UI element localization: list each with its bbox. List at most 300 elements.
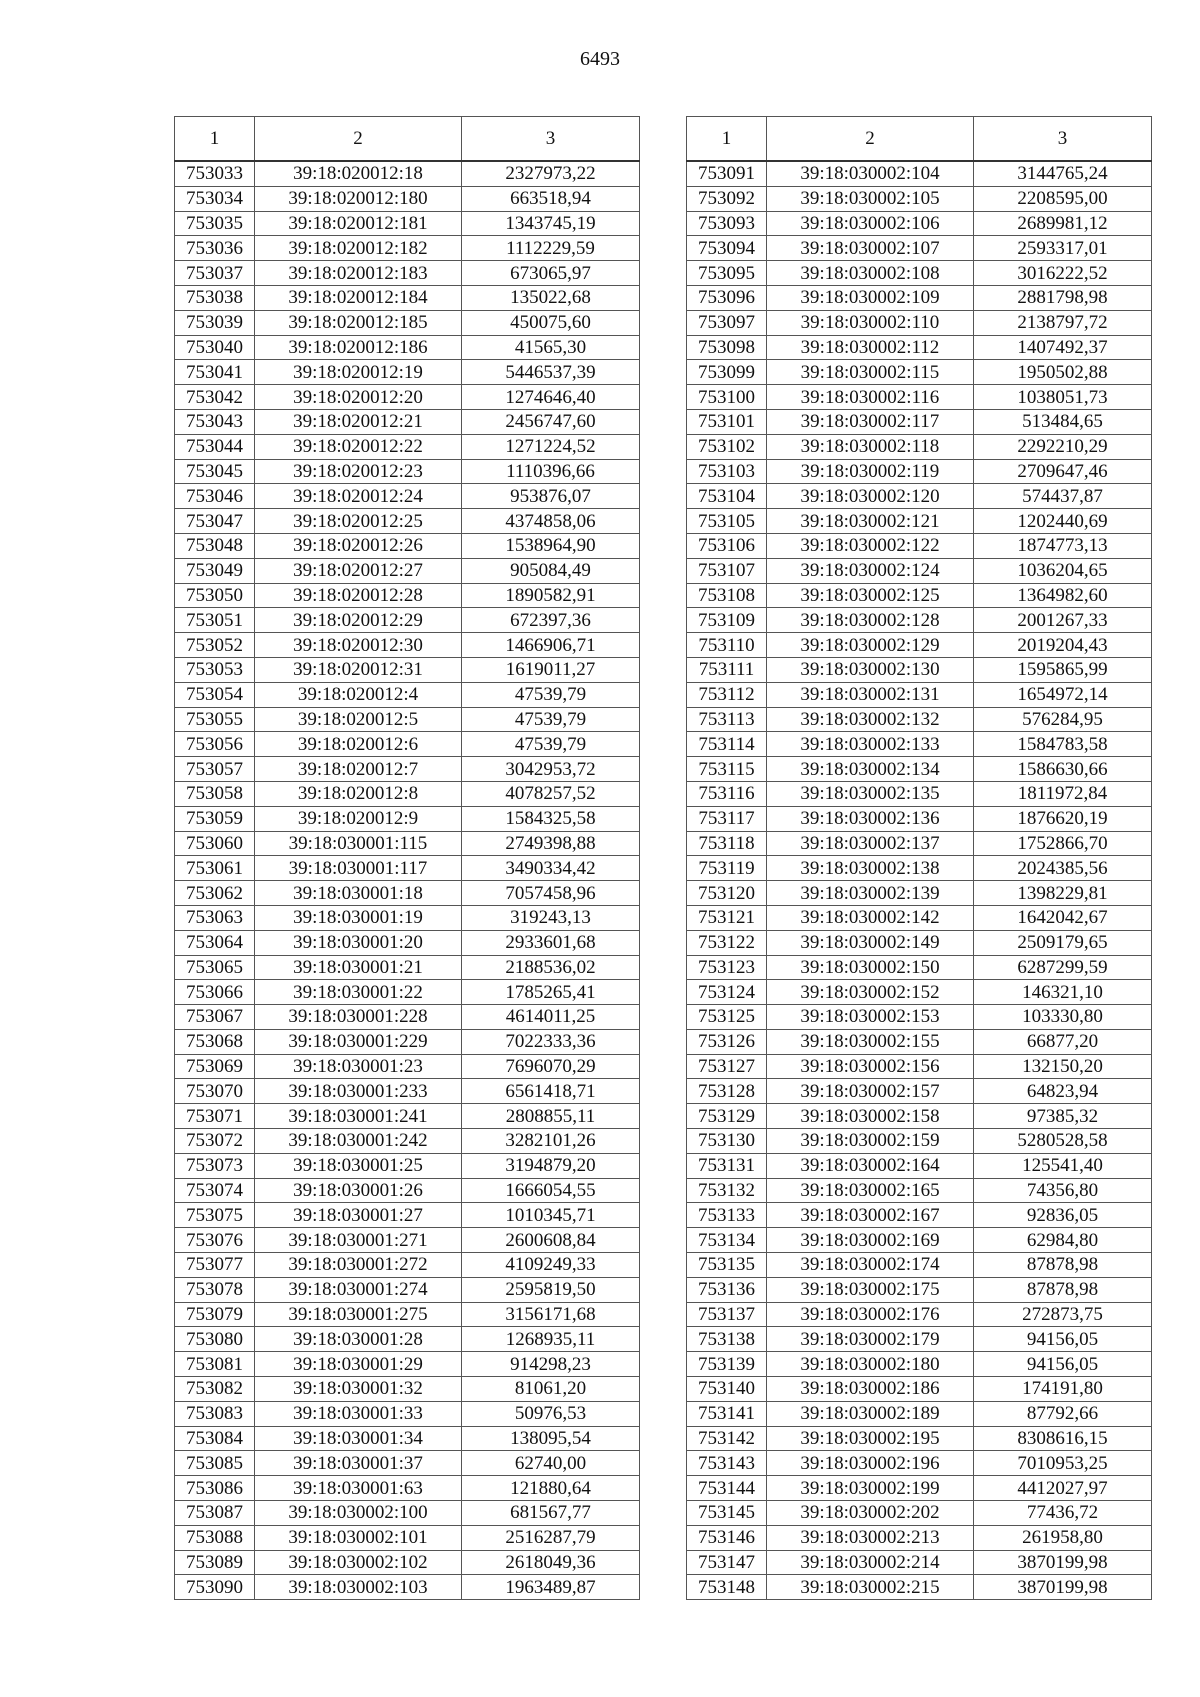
row-number-cell: 753071 — [175, 1104, 255, 1129]
row-number-cell: 753039 — [175, 310, 255, 335]
value-cell: 2709647,46 — [974, 459, 1152, 484]
row-number-cell: 753102 — [687, 434, 767, 459]
cadastral-number-cell: 39:18:030002:156 — [767, 1054, 974, 1079]
cadastral-number-cell: 39:18:030002:134 — [767, 757, 974, 782]
row-number-cell: 753066 — [175, 980, 255, 1005]
row-number-cell: 753144 — [687, 1476, 767, 1501]
row-number-cell: 753083 — [175, 1401, 255, 1426]
value-cell: 3144765,24 — [974, 161, 1152, 186]
row-number-cell: 753090 — [175, 1575, 255, 1600]
table-row — [687, 211, 1152, 236]
row-number-cell: 753054 — [175, 682, 255, 707]
cadastral-number-cell: 39:18:030001:229 — [255, 1029, 462, 1054]
value-cell: 1407492,37 — [974, 335, 1152, 360]
column-header-3: 3 — [974, 117, 1152, 162]
cadastral-number-cell: 39:18:030002:108 — [767, 261, 974, 286]
value-cell: 50976,53 — [462, 1401, 640, 1426]
row-number-cell: 753119 — [687, 856, 767, 881]
cadastral-number-cell: 39:18:030002:149 — [767, 930, 974, 955]
cadastral-number-cell: 39:18:030002:159 — [767, 1129, 974, 1154]
cadastral-number-cell: 39:18:030002:101 — [255, 1525, 462, 1550]
table-row — [687, 608, 1152, 633]
value-cell: 87878,98 — [974, 1253, 1152, 1278]
table-row — [687, 285, 1152, 310]
row-number-cell: 753105 — [687, 509, 767, 534]
cadastral-number-cell: 39:18:030002:213 — [767, 1525, 974, 1550]
value-cell: 94156,05 — [974, 1327, 1152, 1352]
cadastral-number-cell: 39:18:030002:155 — [767, 1029, 974, 1054]
row-number-cell: 753091 — [687, 161, 767, 186]
value-cell: 4412027,97 — [974, 1476, 1152, 1501]
cadastral-number-cell: 39:18:030001:19 — [255, 905, 462, 930]
table-row — [687, 1079, 1152, 1104]
table-body — [687, 161, 1152, 1600]
row-number-cell: 753068 — [175, 1029, 255, 1054]
column-header-1: 1 — [175, 117, 255, 162]
value-cell: 4374858,06 — [462, 509, 640, 534]
cadastral-number-cell: 39:18:020012:21 — [255, 409, 462, 434]
row-number-cell: 753082 — [175, 1377, 255, 1402]
cadastral-number-cell: 39:18:030001:23 — [255, 1054, 462, 1079]
value-cell: 41565,30 — [462, 335, 640, 360]
table-row — [175, 459, 640, 484]
value-cell: 2001267,33 — [974, 608, 1152, 633]
cadastral-number-cell: 39:18:030002:124 — [767, 558, 974, 583]
table-row — [175, 1302, 640, 1327]
row-number-cell: 753103 — [687, 459, 767, 484]
value-cell: 3194879,20 — [462, 1153, 640, 1178]
cadastral-number-cell: 39:18:020012:185 — [255, 310, 462, 335]
cadastral-number-cell: 39:18:030002:199 — [767, 1476, 974, 1501]
row-number-cell: 753059 — [175, 806, 255, 831]
cadastral-number-cell: 39:18:030002:179 — [767, 1327, 974, 1352]
value-cell: 1343745,19 — [462, 211, 640, 236]
cadastral-number-cell: 39:18:030002:152 — [767, 980, 974, 1005]
cadastral-number-cell: 39:18:020012:25 — [255, 509, 462, 534]
table-row — [175, 533, 640, 558]
row-number-cell: 753127 — [687, 1054, 767, 1079]
row-number-cell: 753070 — [175, 1079, 255, 1104]
row-number-cell: 753142 — [687, 1426, 767, 1451]
row-number-cell: 753077 — [175, 1253, 255, 1278]
table-row — [687, 385, 1152, 410]
cadastral-number-cell: 39:18:030001:242 — [255, 1129, 462, 1154]
row-number-cell: 753116 — [687, 781, 767, 806]
value-cell: 1274646,40 — [462, 385, 640, 410]
cadastral-number-cell: 39:18:030001:241 — [255, 1104, 462, 1129]
cadastral-number-cell: 39:18:030002:118 — [767, 434, 974, 459]
table-row — [175, 1327, 640, 1352]
cadastral-number-cell: 39:18:020012:7 — [255, 757, 462, 782]
table-row — [687, 1377, 1152, 1402]
header-row — [175, 117, 640, 162]
value-cell: 2019204,43 — [974, 633, 1152, 658]
row-number-cell: 753115 — [687, 757, 767, 782]
cadastral-number-cell: 39:18:020012:19 — [255, 360, 462, 385]
table-row — [175, 385, 640, 410]
table-row — [687, 1228, 1152, 1253]
value-cell: 3156171,68 — [462, 1302, 640, 1327]
row-number-cell: 753111 — [687, 657, 767, 682]
cadastral-number-cell: 39:18:030002:167 — [767, 1203, 974, 1228]
cadastral-number-cell: 39:18:030002:214 — [767, 1550, 974, 1575]
value-cell: 272873,75 — [974, 1302, 1152, 1327]
table-row — [687, 1501, 1152, 1526]
value-cell: 1619011,27 — [462, 657, 640, 682]
value-cell: 1038051,73 — [974, 385, 1152, 410]
value-cell: 47539,79 — [462, 682, 640, 707]
table-row — [687, 831, 1152, 856]
row-number-cell: 753134 — [687, 1228, 767, 1253]
value-cell: 2509179,65 — [974, 930, 1152, 955]
cadastral-number-cell: 39:18:020012:24 — [255, 484, 462, 509]
cadastral-number-cell: 39:18:030001:33 — [255, 1401, 462, 1426]
value-cell: 64823,94 — [974, 1079, 1152, 1104]
cadastral-number-cell: 39:18:030001:20 — [255, 930, 462, 955]
cadastral-number-cell: 39:18:030001:274 — [255, 1277, 462, 1302]
table-row — [687, 955, 1152, 980]
row-number-cell: 753046 — [175, 484, 255, 509]
value-cell: 914298,23 — [462, 1352, 640, 1377]
row-number-cell: 753108 — [687, 583, 767, 608]
header-row — [687, 117, 1152, 162]
table-row — [687, 930, 1152, 955]
table-row — [687, 856, 1152, 881]
cadastral-number-cell: 39:18:030002:117 — [767, 409, 974, 434]
row-number-cell: 753122 — [687, 930, 767, 955]
cadastral-number-cell: 39:18:030002:153 — [767, 1005, 974, 1030]
row-number-cell: 753126 — [687, 1029, 767, 1054]
value-cell: 3016222,52 — [974, 261, 1152, 286]
table-row — [687, 509, 1152, 534]
row-number-cell: 753094 — [687, 236, 767, 261]
cadastral-number-cell: 39:18:030001:28 — [255, 1327, 462, 1352]
row-number-cell: 753069 — [175, 1054, 255, 1079]
cadastral-number-cell: 39:18:030002:102 — [255, 1550, 462, 1575]
column-header-3: 3 — [462, 117, 640, 162]
value-cell: 1364982,60 — [974, 583, 1152, 608]
cadastral-number-cell: 39:18:020012:31 — [255, 657, 462, 682]
value-cell: 62984,80 — [974, 1228, 1152, 1253]
value-cell: 47539,79 — [462, 732, 640, 757]
row-number-cell: 753075 — [175, 1203, 255, 1228]
value-cell: 97385,32 — [974, 1104, 1152, 1129]
value-cell: 87878,98 — [974, 1277, 1152, 1302]
row-number-cell: 753125 — [687, 1005, 767, 1030]
table-row — [175, 1054, 640, 1079]
row-number-cell: 753146 — [687, 1525, 767, 1550]
table-row — [687, 1525, 1152, 1550]
table-row — [687, 806, 1152, 831]
cadastral-number-cell: 39:18:030002:138 — [767, 856, 974, 881]
cadastral-number-cell: 39:18:030002:150 — [767, 955, 974, 980]
value-cell: 2188536,02 — [462, 955, 640, 980]
value-cell: 3282101,26 — [462, 1129, 640, 1154]
table-row — [687, 161, 1152, 186]
row-number-cell: 753137 — [687, 1302, 767, 1327]
row-number-cell: 753053 — [175, 657, 255, 682]
table-row — [175, 1178, 640, 1203]
row-number-cell: 753110 — [687, 633, 767, 658]
cadastral-number-cell: 39:18:030002:122 — [767, 533, 974, 558]
table-row — [687, 1550, 1152, 1575]
table-row — [175, 186, 640, 211]
cadastral-number-cell: 39:18:030001:117 — [255, 856, 462, 881]
cadastral-number-cell: 39:18:030002:176 — [767, 1302, 974, 1327]
table-row — [687, 1253, 1152, 1278]
cadastral-number-cell: 39:18:030002:131 — [767, 682, 974, 707]
cadastral-number-cell: 39:18:030001:63 — [255, 1476, 462, 1501]
value-cell: 81061,20 — [462, 1377, 640, 1402]
table-row — [687, 657, 1152, 682]
table-row — [687, 409, 1152, 434]
row-number-cell: 753121 — [687, 905, 767, 930]
value-cell: 513484,65 — [974, 409, 1152, 434]
row-number-cell: 753104 — [687, 484, 767, 509]
cadastral-number-cell: 39:18:030001:115 — [255, 831, 462, 856]
value-cell: 7022333,36 — [462, 1029, 640, 1054]
table-row — [175, 1377, 640, 1402]
table-row — [175, 360, 640, 385]
value-cell: 92836,05 — [974, 1203, 1152, 1228]
table-row — [175, 310, 640, 335]
column-header-1: 1 — [687, 117, 767, 162]
cadastral-number-cell: 39:18:030002:174 — [767, 1253, 974, 1278]
row-number-cell: 753099 — [687, 360, 767, 385]
row-number-cell: 753124 — [687, 980, 767, 1005]
table-row — [175, 682, 640, 707]
table-row — [175, 285, 640, 310]
cadastral-number-cell: 39:18:030001:272 — [255, 1253, 462, 1278]
value-cell: 1268935,11 — [462, 1327, 640, 1352]
row-number-cell: 753079 — [175, 1302, 255, 1327]
value-cell: 2618049,36 — [462, 1550, 640, 1575]
row-number-cell: 753045 — [175, 459, 255, 484]
row-number-cell: 753131 — [687, 1153, 767, 1178]
value-cell: 1654972,14 — [974, 682, 1152, 707]
cadastral-number-cell: 39:18:030002:157 — [767, 1079, 974, 1104]
table-row — [175, 980, 640, 1005]
row-number-cell: 753148 — [687, 1575, 767, 1600]
value-cell: 2516287,79 — [462, 1525, 640, 1550]
table-row — [687, 1054, 1152, 1079]
cadastral-number-cell: 39:18:020012:5 — [255, 707, 462, 732]
table-row — [175, 1203, 640, 1228]
value-cell: 135022,68 — [462, 285, 640, 310]
cadastral-number-cell: 39:18:030002:103 — [255, 1575, 462, 1600]
table-row — [687, 1104, 1152, 1129]
table-row — [175, 1451, 640, 1476]
value-cell: 77436,72 — [974, 1501, 1152, 1526]
value-cell: 146321,10 — [974, 980, 1152, 1005]
table-row — [175, 1525, 640, 1550]
cadastral-number-cell: 39:18:030002:215 — [767, 1575, 974, 1600]
value-cell: 261958,80 — [974, 1525, 1152, 1550]
cadastral-number-cell: 39:18:030001:275 — [255, 1302, 462, 1327]
table-row — [175, 1352, 640, 1377]
table-row — [175, 509, 640, 534]
row-number-cell: 753076 — [175, 1228, 255, 1253]
table-row — [175, 881, 640, 906]
value-cell: 1666054,55 — [462, 1178, 640, 1203]
table-row — [687, 1203, 1152, 1228]
table-row — [687, 459, 1152, 484]
value-cell: 2024385,56 — [974, 856, 1152, 881]
value-cell: 1876620,19 — [974, 806, 1152, 831]
row-number-cell: 753106 — [687, 533, 767, 558]
value-cell: 574437,87 — [974, 484, 1152, 509]
value-cell: 1271224,52 — [462, 434, 640, 459]
cadastral-number-cell: 39:18:020012:183 — [255, 261, 462, 286]
table-header — [175, 117, 640, 162]
table-row — [687, 236, 1152, 261]
value-cell: 7696070,29 — [462, 1054, 640, 1079]
cadastral-number-cell: 39:18:020012:184 — [255, 285, 462, 310]
row-number-cell: 753044 — [175, 434, 255, 459]
row-number-cell: 753036 — [175, 236, 255, 261]
cadastral-number-cell: 39:18:030002:186 — [767, 1377, 974, 1402]
value-cell: 576284,95 — [974, 707, 1152, 732]
row-number-cell: 753118 — [687, 831, 767, 856]
table-row — [175, 558, 640, 583]
table-row — [687, 360, 1152, 385]
value-cell: 1586630,66 — [974, 757, 1152, 782]
value-cell: 1752866,70 — [974, 831, 1152, 856]
table-row — [175, 707, 640, 732]
table-row — [687, 732, 1152, 757]
row-number-cell: 753129 — [687, 1104, 767, 1129]
value-cell: 1642042,67 — [974, 905, 1152, 930]
table-row — [175, 732, 640, 757]
row-number-cell: 753049 — [175, 558, 255, 583]
right-table — [686, 116, 1152, 1600]
cadastral-number-cell: 39:18:030002:130 — [767, 657, 974, 682]
row-number-cell: 753087 — [175, 1501, 255, 1526]
page-number: 6493 — [580, 48, 620, 70]
value-cell: 2593317,01 — [974, 236, 1152, 261]
table-row — [687, 335, 1152, 360]
row-number-cell: 753081 — [175, 1352, 255, 1377]
cadastral-number-cell: 39:18:020012:9 — [255, 806, 462, 831]
row-number-cell: 753085 — [175, 1451, 255, 1476]
row-number-cell: 753117 — [687, 806, 767, 831]
cadastral-number-cell: 39:18:030001:25 — [255, 1153, 462, 1178]
table-row — [175, 211, 640, 236]
table-row — [175, 955, 640, 980]
row-number-cell: 753136 — [687, 1277, 767, 1302]
cadastral-number-cell: 39:18:030002:121 — [767, 509, 974, 534]
table-row — [687, 558, 1152, 583]
value-cell: 3870199,98 — [974, 1575, 1152, 1600]
row-number-cell: 753056 — [175, 732, 255, 757]
cadastral-number-cell: 39:18:030002:169 — [767, 1228, 974, 1253]
row-number-cell: 753114 — [687, 732, 767, 757]
row-number-cell: 753109 — [687, 608, 767, 633]
row-number-cell: 753093 — [687, 211, 767, 236]
row-number-cell: 753123 — [687, 955, 767, 980]
table-body — [175, 161, 640, 1600]
cadastral-number-cell: 39:18:030002:164 — [767, 1153, 974, 1178]
row-number-cell: 753043 — [175, 409, 255, 434]
row-number-cell: 753058 — [175, 781, 255, 806]
value-cell: 1584783,58 — [974, 732, 1152, 757]
row-number-cell: 753080 — [175, 1327, 255, 1352]
table-row — [175, 236, 640, 261]
value-cell: 6287299,59 — [974, 955, 1152, 980]
cadastral-number-cell: 39:18:020012:26 — [255, 533, 462, 558]
table-row — [687, 1129, 1152, 1154]
table-row — [687, 583, 1152, 608]
cadastral-number-cell: 39:18:030002:196 — [767, 1451, 974, 1476]
value-cell: 2208595,00 — [974, 186, 1152, 211]
cadastral-number-cell: 39:18:030002:119 — [767, 459, 974, 484]
value-cell: 953876,07 — [462, 484, 640, 509]
value-cell: 47539,79 — [462, 707, 640, 732]
value-cell: 3870199,98 — [974, 1550, 1152, 1575]
cadastral-number-cell: 39:18:030002:142 — [767, 905, 974, 930]
table-row — [687, 781, 1152, 806]
value-cell: 319243,13 — [462, 905, 640, 930]
value-cell: 2933601,68 — [462, 930, 640, 955]
cadastral-number-cell: 39:18:030001:27 — [255, 1203, 462, 1228]
row-number-cell: 753047 — [175, 509, 255, 534]
cadastral-number-cell: 39:18:030002:189 — [767, 1401, 974, 1426]
cadastral-number-cell: 39:18:030002:165 — [767, 1178, 974, 1203]
row-number-cell: 753033 — [175, 161, 255, 186]
row-number-cell: 753073 — [175, 1153, 255, 1178]
value-cell: 87792,66 — [974, 1401, 1152, 1426]
value-cell: 5446537,39 — [462, 360, 640, 385]
cadastral-number-cell: 39:18:020012:181 — [255, 211, 462, 236]
cadastral-number-cell: 39:18:030001:228 — [255, 1005, 462, 1030]
cadastral-number-cell: 39:18:030002:137 — [767, 831, 974, 856]
table-row — [175, 856, 640, 881]
table-row — [687, 1426, 1152, 1451]
cadastral-number-cell: 39:18:030002:115 — [767, 360, 974, 385]
row-number-cell: 753101 — [687, 409, 767, 434]
table-row — [687, 1575, 1152, 1600]
table-row — [175, 657, 640, 682]
row-number-cell: 753035 — [175, 211, 255, 236]
value-cell: 1785265,41 — [462, 980, 640, 1005]
cadastral-number-cell: 39:18:030001:32 — [255, 1377, 462, 1402]
row-number-cell: 753138 — [687, 1327, 767, 1352]
table-row — [175, 484, 640, 509]
table-row — [687, 1327, 1152, 1352]
table-row — [687, 1029, 1152, 1054]
value-cell: 2595819,50 — [462, 1277, 640, 1302]
table-row — [687, 434, 1152, 459]
row-number-cell: 753065 — [175, 955, 255, 980]
table-row — [175, 608, 640, 633]
column-header-2: 2 — [767, 117, 974, 162]
value-cell: 450075,60 — [462, 310, 640, 335]
table-row — [687, 980, 1152, 1005]
value-cell: 1538964,90 — [462, 533, 640, 558]
row-number-cell: 753089 — [175, 1550, 255, 1575]
value-cell: 62740,00 — [462, 1451, 640, 1476]
table-row — [175, 1029, 640, 1054]
value-cell: 1010345,71 — [462, 1203, 640, 1228]
value-cell: 681567,77 — [462, 1501, 640, 1526]
table-row — [687, 757, 1152, 782]
value-cell: 3042953,72 — [462, 757, 640, 782]
row-number-cell: 753052 — [175, 633, 255, 658]
row-number-cell: 753050 — [175, 583, 255, 608]
table-row — [687, 484, 1152, 509]
row-number-cell: 753096 — [687, 285, 767, 310]
table-row — [175, 781, 640, 806]
